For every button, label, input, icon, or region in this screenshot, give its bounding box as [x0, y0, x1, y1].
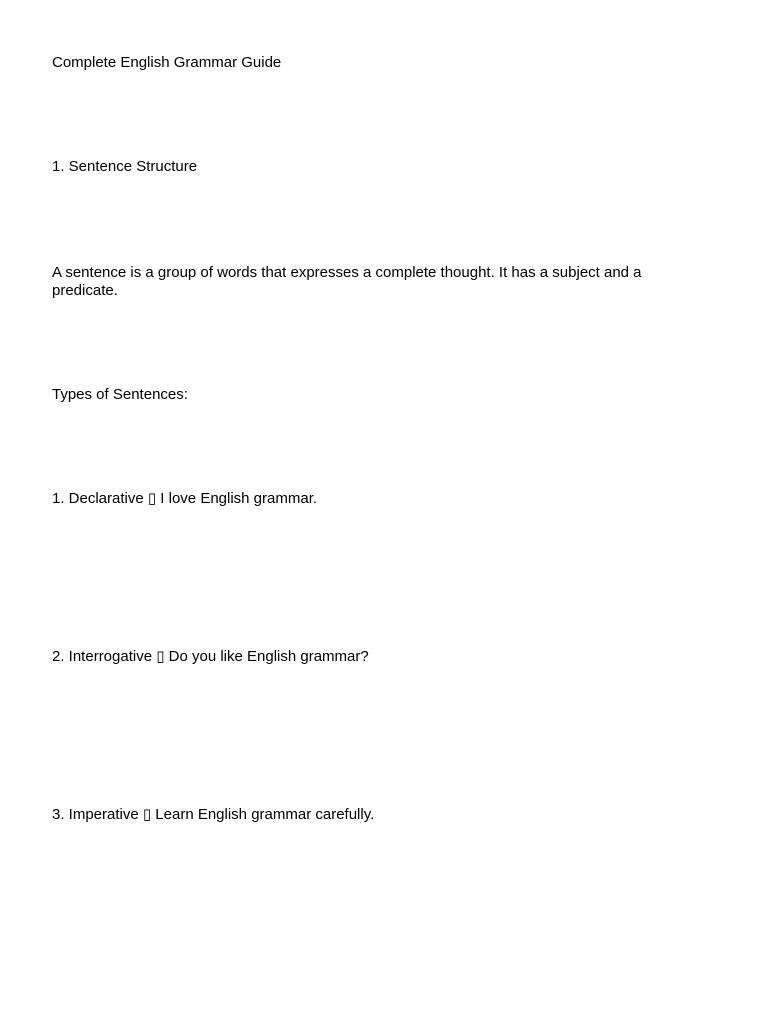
section-heading: 1. Sentence Structure: [52, 158, 198, 175]
sentence-type-item: 1. Declarative ▯ I love English grammar.: [52, 490, 318, 507]
sentence-type-item: 2. Interrogative ▯ Do you like English grammar?: [52, 648, 369, 665]
document-title: Complete English Grammar Guide: [52, 54, 282, 71]
definition-paragraph: A sentence is a group of words that expresses a complete thought. It has a subject and a predicate.: [52, 264, 646, 299]
sentence-type-item: 3. Imperative ▯ Learn English grammar carefully.: [52, 806, 375, 823]
types-label: Types of Sentences:: [52, 386, 188, 403]
